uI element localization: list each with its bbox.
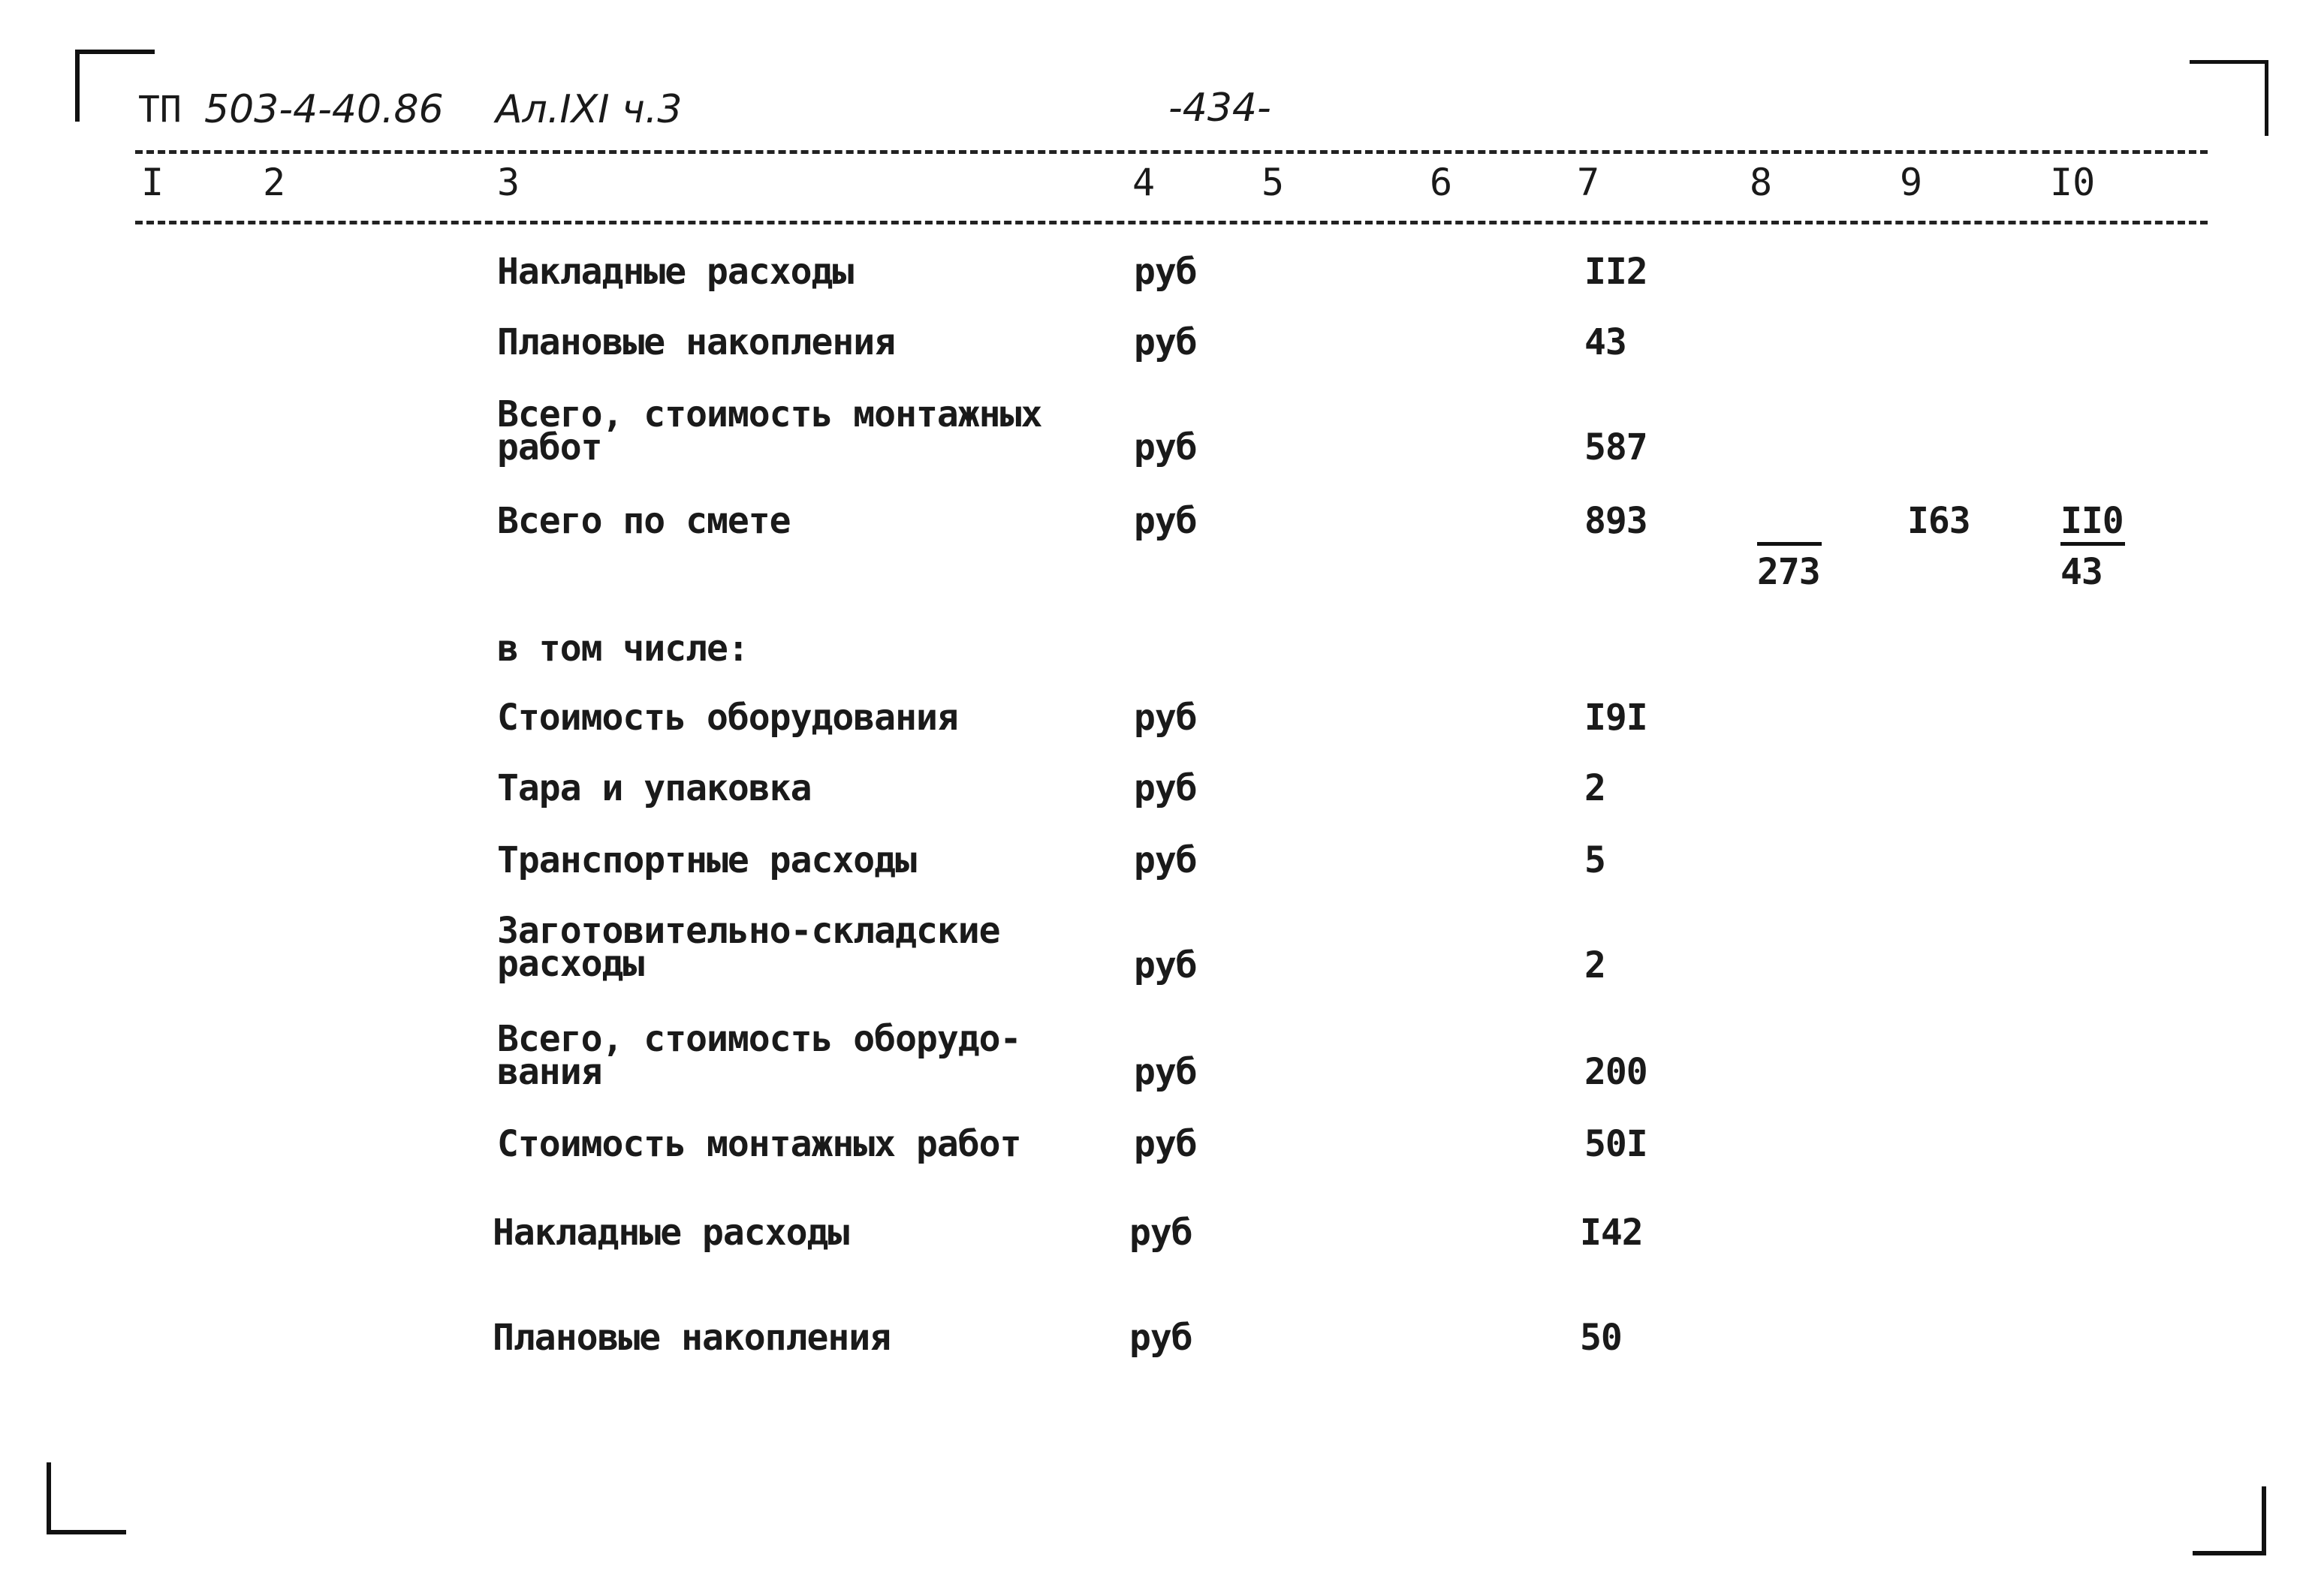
row-col9: I63	[1907, 500, 1970, 542]
row-unit: руб	[1134, 500, 1197, 542]
row-label: Транспортные расходы	[497, 839, 916, 881]
row-value: 2	[1584, 944, 1605, 986]
column-number: 8	[1750, 161, 1773, 204]
row-value: 50	[1580, 1317, 1622, 1359]
row-value: 50I	[1584, 1123, 1647, 1165]
header-divider-bottom	[135, 221, 2208, 224]
crop-mark-top-right	[2190, 60, 2268, 136]
row-label: Тара и упаковка	[497, 767, 812, 809]
crop-mark-bottom-left	[47, 1462, 126, 1534]
row-value: 5	[1584, 839, 1605, 881]
fraction-bar	[1757, 542, 1822, 546]
row-label: Стоимость оборудования	[497, 697, 958, 739]
row-unit: руб	[1134, 697, 1197, 739]
row-unit: руб	[1134, 839, 1197, 881]
row-unit: руб	[1134, 426, 1197, 468]
row-unit: руб	[1134, 1123, 1197, 1165]
row-label: Накладные расходы	[497, 251, 854, 293]
row-value: 893	[1584, 500, 1647, 542]
row-col10-bottom: 43	[2060, 551, 2103, 593]
row-unit: руб	[1129, 1317, 1192, 1359]
column-number: 7	[1577, 161, 1600, 204]
row-value: 43	[1584, 321, 1626, 363]
row-unit: руб	[1129, 1212, 1192, 1254]
row-unit: руб	[1134, 944, 1197, 986]
row-value: 200	[1584, 1051, 1647, 1093]
column-number: 2	[263, 161, 286, 204]
row-label: Накладные расходы	[493, 1212, 849, 1254]
row-value: 587	[1584, 426, 1647, 468]
column-number: 6	[1430, 161, 1453, 204]
row-value: I9I	[1584, 697, 1647, 739]
row-unit: руб	[1134, 251, 1197, 293]
column-number: I	[141, 161, 164, 204]
row-value: II2	[1584, 251, 1647, 293]
row-label: Плановые накопления	[497, 321, 896, 363]
row-unit: руб	[1134, 321, 1197, 363]
row-label: Всего, стоимость монтажных работ	[497, 393, 1042, 468]
doc-code: 503-4-40.86	[204, 87, 444, 132]
row-col8-bottom: 273	[1757, 551, 1820, 593]
row-label: Заготовительно-складские расходы	[497, 910, 1000, 985]
doc-prefix: ТП	[138, 89, 182, 131]
row-value: I42	[1580, 1212, 1643, 1254]
header-divider-top	[135, 150, 2208, 154]
page-number: -434-	[1168, 86, 1271, 131]
section-label: в том числе:	[497, 628, 749, 670]
row-label: Всего по смете	[497, 500, 791, 542]
row-col10-top: II0	[2060, 500, 2124, 542]
column-number: 3	[497, 161, 520, 204]
column-number: 4	[1132, 161, 1156, 204]
column-number: 5	[1262, 161, 1285, 204]
row-label: Всего, стоимость оборудо-вания	[497, 1018, 1021, 1093]
row-label: Плановые накопления	[493, 1317, 891, 1359]
doc-album: Ал.IXI ч.3	[496, 87, 683, 132]
row-label: Стоимость монтажных работ	[497, 1123, 1021, 1165]
row-unit: руб	[1134, 767, 1197, 809]
crop-mark-bottom-right	[2193, 1486, 2266, 1555]
column-number: 9	[1900, 161, 1923, 204]
column-number: I0	[2050, 161, 2096, 204]
row-unit: руб	[1134, 1051, 1197, 1093]
row-value: 2	[1584, 767, 1605, 809]
fraction-bar	[2060, 542, 2125, 546]
